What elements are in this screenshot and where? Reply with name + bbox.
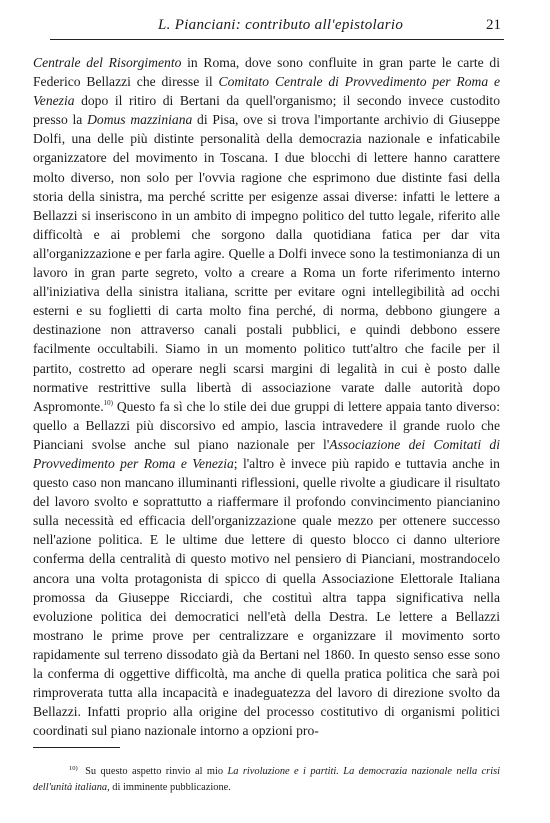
running-title: L. Pianciani: contributo all'epistolario — [158, 17, 404, 33]
body-text-run: Questo fa sì che lo stile dei due gruppi di lettere appaia tanto diverso: quello a Bellazzi più discorsivo ed ampio, lascia intravedere il grande ruolo che Pianciani svolse anche sul piano nazionale per l' — [33, 398, 500, 452]
body-text-run: in Roma, dove sono confluite in gran parte le carte di Federico Bellazzi che diresse il — [33, 55, 500, 90]
footnote — [33, 764, 500, 796]
body-text — [33, 53, 500, 740]
body-text-run: ; l'altro è invece più rapido e tuttavia anche in questo caso non mancano illuminanti riflessioni, quelle rivolte a giudicare il risultato del lavoro svolto e soprattutto a riaffermare il profondo convincimento piancianino sulla necessità ed efficacia dell'organizzazione quale mezzo per ottenere successo nell'azione politica. E le ultime due lettere di questo blocco ci danno ulteriore conferma della centralità di questo motivo nel pensiero di Pianciani, mostrandocelo ancora una volta protagonista di spicco di quella Associazione Elettorale Italiana promossa da Giuseppe Ricciardi, che costituì altra tappa significativa nella evoluzione politica dei democratici nell'età della Destra. Le lettere a Bellazzi mostrano le prime prove per centralizzare e organizzare il movimento sorto rapidamente sul terreno dissodato già da Bertani nel 1860. In questo senso esse sono la conferma di oggettive difficoltà, ma anche di quella pratica politica che sarà poi rimproverata tutta alla incapacità e inadeguatezza del lavoro di direzione svolto da Bellazzi. Infatti proprio alla origine del processo costitutivo di organismi politici coordinati sul piano nazionale intorno a opzioni pro- — [33, 455, 500, 739]
footnote-marker: 10) — [69, 765, 78, 772]
body-text-run: di Pisa, ove si trova l'importante archivio di Giuseppe Dolfi, una delle più distinte personalità della democrazia nazionale e infaticabile organizzatore del movimento in Toscana. I due blocchi di lettere hanno carattere molto diverso, non solo per l'ovvia ragione che esprimono due distinte fasi della storia della sinistra, ma perché scritte per esigenze assai diverse: infatti le lettere a Bellazzi si inseriscono in un ambito di impegno politico del tutto legale, riferito alle difficoltà e ai problemi che sorgono dalla quotidiana fatica per dar vita all'organizzazione e per farla agire. Quelle a Dolfi invece sono la testimonianza di un lavoro in gran parte segreto, volto a creare a Roma un forte riferimento interno all'iniziativa della sinistra italiana, scritte per evitare ogni intellegibilità ad occhi esterni e su foglietti di carta molto fina perché, di norma, debbono giungere a destinazione non attraverso canali postali pubblici, e quindi debbono essere facilmente occultabili. Siamo in un momento politico tutt'altro che facile per il partito, costretto ad operare negli scarsi margini di legalità in cui è posto dalle normative restrittive sulla libertà di associazione varate dalle autorità dopo Aspromonte. — [33, 112, 500, 414]
page-number: 21 — [486, 17, 501, 33]
italic-institution-name: Domus mazziniana — [87, 112, 193, 128]
body-paragraph — [33, 53, 500, 740]
footnote-divider — [33, 747, 120, 748]
italic-archive-name: Centrale del Risorgimento — [33, 55, 182, 70]
footnote-text-run: , di imminente pubblicazione. — [107, 782, 231, 793]
footnote-text-run: Su questo aspetto rinvio al mio — [80, 766, 228, 777]
body-text-run: dopo il ritiro di Bertani da quell'organismo; il secondo invece custodito presso la — [33, 93, 500, 128]
footnote-reference: 10) — [103, 398, 113, 407]
running-header — [50, 17, 504, 40]
italic-association-name: Associazione dei Comitati di Provvedimento per Roma e Venezia — [33, 436, 500, 471]
italic-committee-name: Comitato Centrale di Provvedimento per Roma e Venezia — [33, 74, 500, 109]
footnote-book-title: La rivoluzione e i partiti. La democrazia nazionale nella crisi dell'unità italiana — [33, 766, 501, 793]
